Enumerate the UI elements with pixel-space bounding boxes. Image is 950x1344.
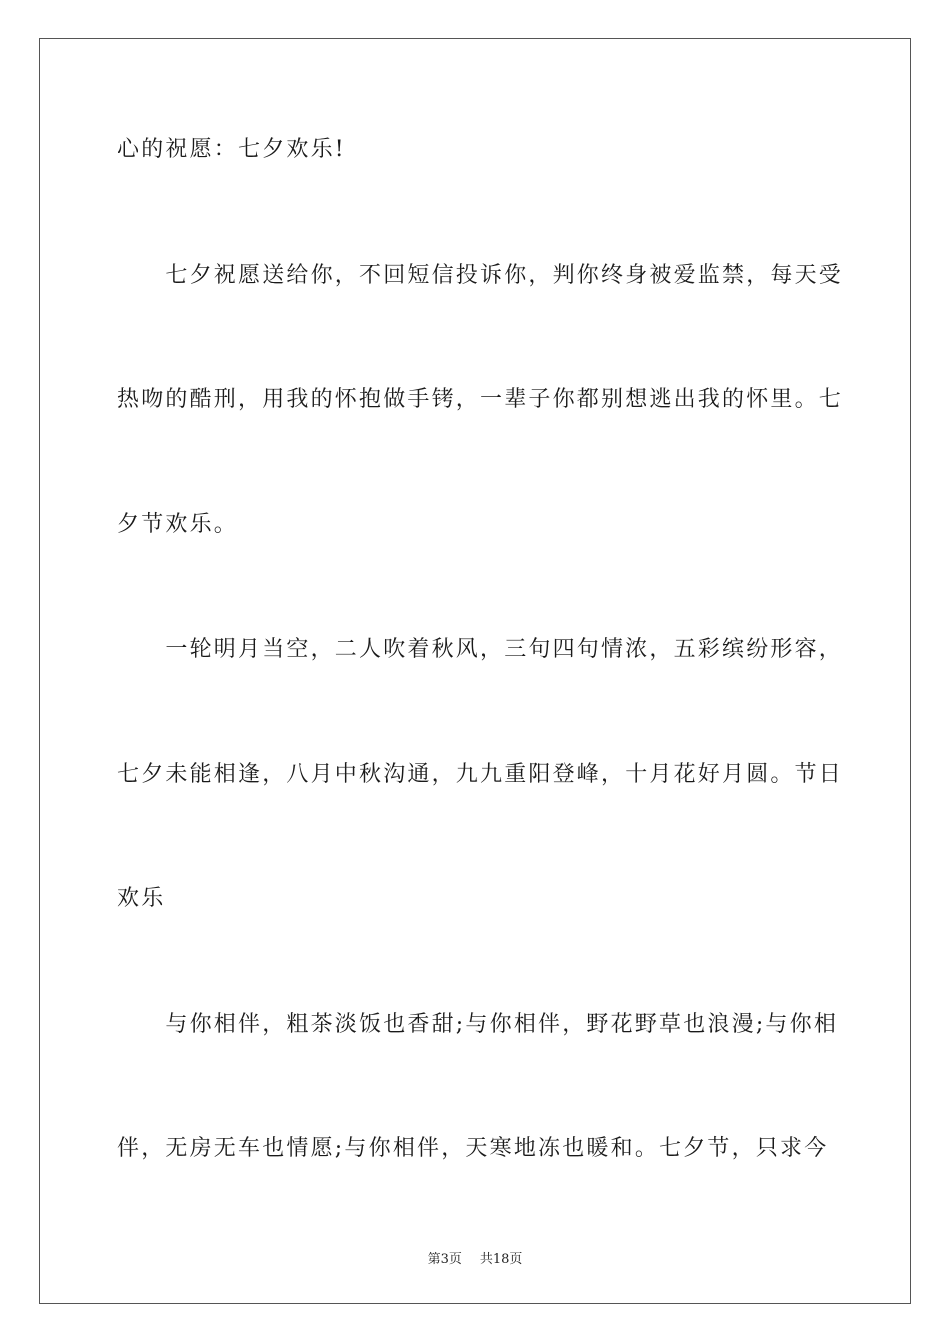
text-line: 一轮明月当空，二人吹着秋风，三句四句情浓，五彩缤纷形容， bbox=[117, 637, 844, 662]
text-line: 伴，无房无车也情愿;与你相伴，天寒地冻也暖和。七夕节，只求今 bbox=[117, 1136, 829, 1161]
text-line: 心的祝愿：七夕欢乐! bbox=[117, 137, 346, 162]
page-total: 共18页 bbox=[479, 1252, 523, 1267]
page-footer bbox=[0, 1248, 950, 1267]
text-line: 与你相伴，粗茶淡饭也香甜;与你相伴，野花野草也浪漫;与你相 bbox=[117, 1012, 839, 1037]
text-line: 七夕未能相逢，八月中秋沟通，九九重阳登峰，十月花好月圆。节日 bbox=[117, 762, 844, 787]
text-line: 欢乐 bbox=[117, 886, 166, 911]
page-number: 第3页 bbox=[427, 1252, 462, 1267]
text-line: 夕节欢乐。 bbox=[117, 512, 239, 537]
text-line: 热吻的酷刑，用我的怀抱做手铐，一辈子你都别想逃出我的怀里。七 bbox=[117, 387, 844, 412]
page-frame bbox=[39, 38, 911, 1304]
text-line: 七夕祝愿送给你，不回短信投诉你，判你终身被爱监禁，每天受 bbox=[117, 263, 844, 288]
